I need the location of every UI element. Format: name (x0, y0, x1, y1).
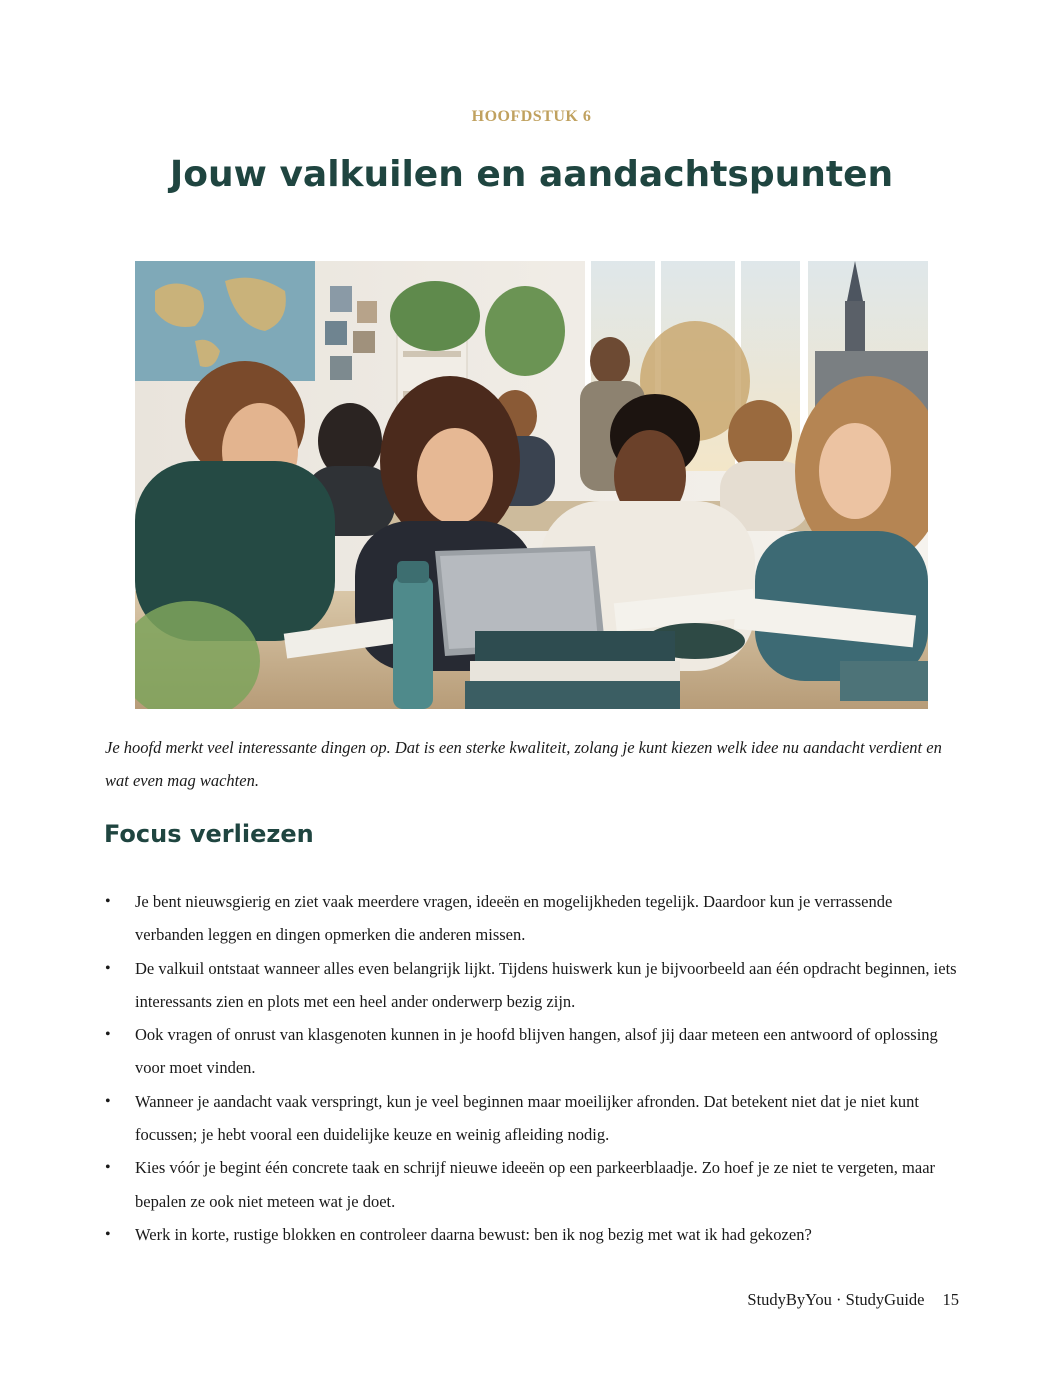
chapter-label: HOOFDSTUK 6 (471, 108, 592, 125)
page-footer (747, 1290, 959, 1310)
list-item (105, 952, 965, 1019)
list-item-text: Kies vóór je begint één concrete taak en schrijf nieuwe ideeën op een parkeerblaadje. Zo hoef je ze niet te vergeten, maar bepalen ze ook niet meteen wat je doet. (135, 1158, 936, 1211)
list-item-text: Je bent nieuwsgierig en ziet vaak meerdere vragen, ideeën en mogelijkheden tegelijk. Daardoor kun je verrassende verbanden leggen en dingen opmerken die anderen missen. (135, 892, 893, 945)
footer-brand: StudyByYou · StudyGuide (747, 1290, 925, 1309)
list-item-text: De valkuil ontstaat wanneer alles even belangrijk lijkt. Tijdens huiswerk kun je bijvoorbeeld aan één opdracht beginnen, iets interessants zien en plots met een heel ander onderwerp bezig zijn. (135, 958, 957, 1011)
bullet-icon: • (105, 1225, 111, 1243)
photo-caption: Je hoofd merkt veel interessante dingen op. Dat is een sterke kwaliteit, zolang je kunt kiezen welk idee nu aandacht verdient en wat even mag wachten. (105, 738, 942, 790)
list-item-text: Ook vragen of onrust van klasgenoten kunnen in je hoofd blijven hangen, alsof jij daar meteen een antwoord of oplossing voor moet vinden. (135, 1025, 938, 1078)
list-item (105, 1085, 965, 1152)
classroom-photo (135, 261, 928, 709)
list-item (105, 1218, 965, 1251)
bullet-icon: • (105, 959, 111, 977)
list-item-text: Werk in korte, rustige blokken en controleer daarna bewust: ben ik nog bezig met wat ik had gekozen? (135, 1224, 812, 1244)
list-item (105, 885, 965, 952)
bullet-list (105, 885, 965, 1251)
list-item (105, 1018, 965, 1085)
chapter-title: Jouw valkuilen en aandachtspunten (169, 154, 894, 195)
world-map (135, 261, 315, 381)
bullet-icon: • (105, 1026, 111, 1044)
list-item (105, 1151, 965, 1218)
bullet-icon: • (105, 893, 111, 910)
section-title: Focus verliezen (104, 820, 314, 848)
bullet-icon: • (105, 1159, 111, 1177)
list-item-text: Wanneer je aandacht vaak verspringt, kun je veel beginnen maar moeilijker afronden. Dat betekent niet dat je niet kunt focussen; je hebt vooral een duidelijke keuze en weinig afleiding nodig. (135, 1091, 919, 1145)
page-number: 15 (942, 1290, 959, 1309)
bullet-icon: • (105, 1092, 111, 1110)
